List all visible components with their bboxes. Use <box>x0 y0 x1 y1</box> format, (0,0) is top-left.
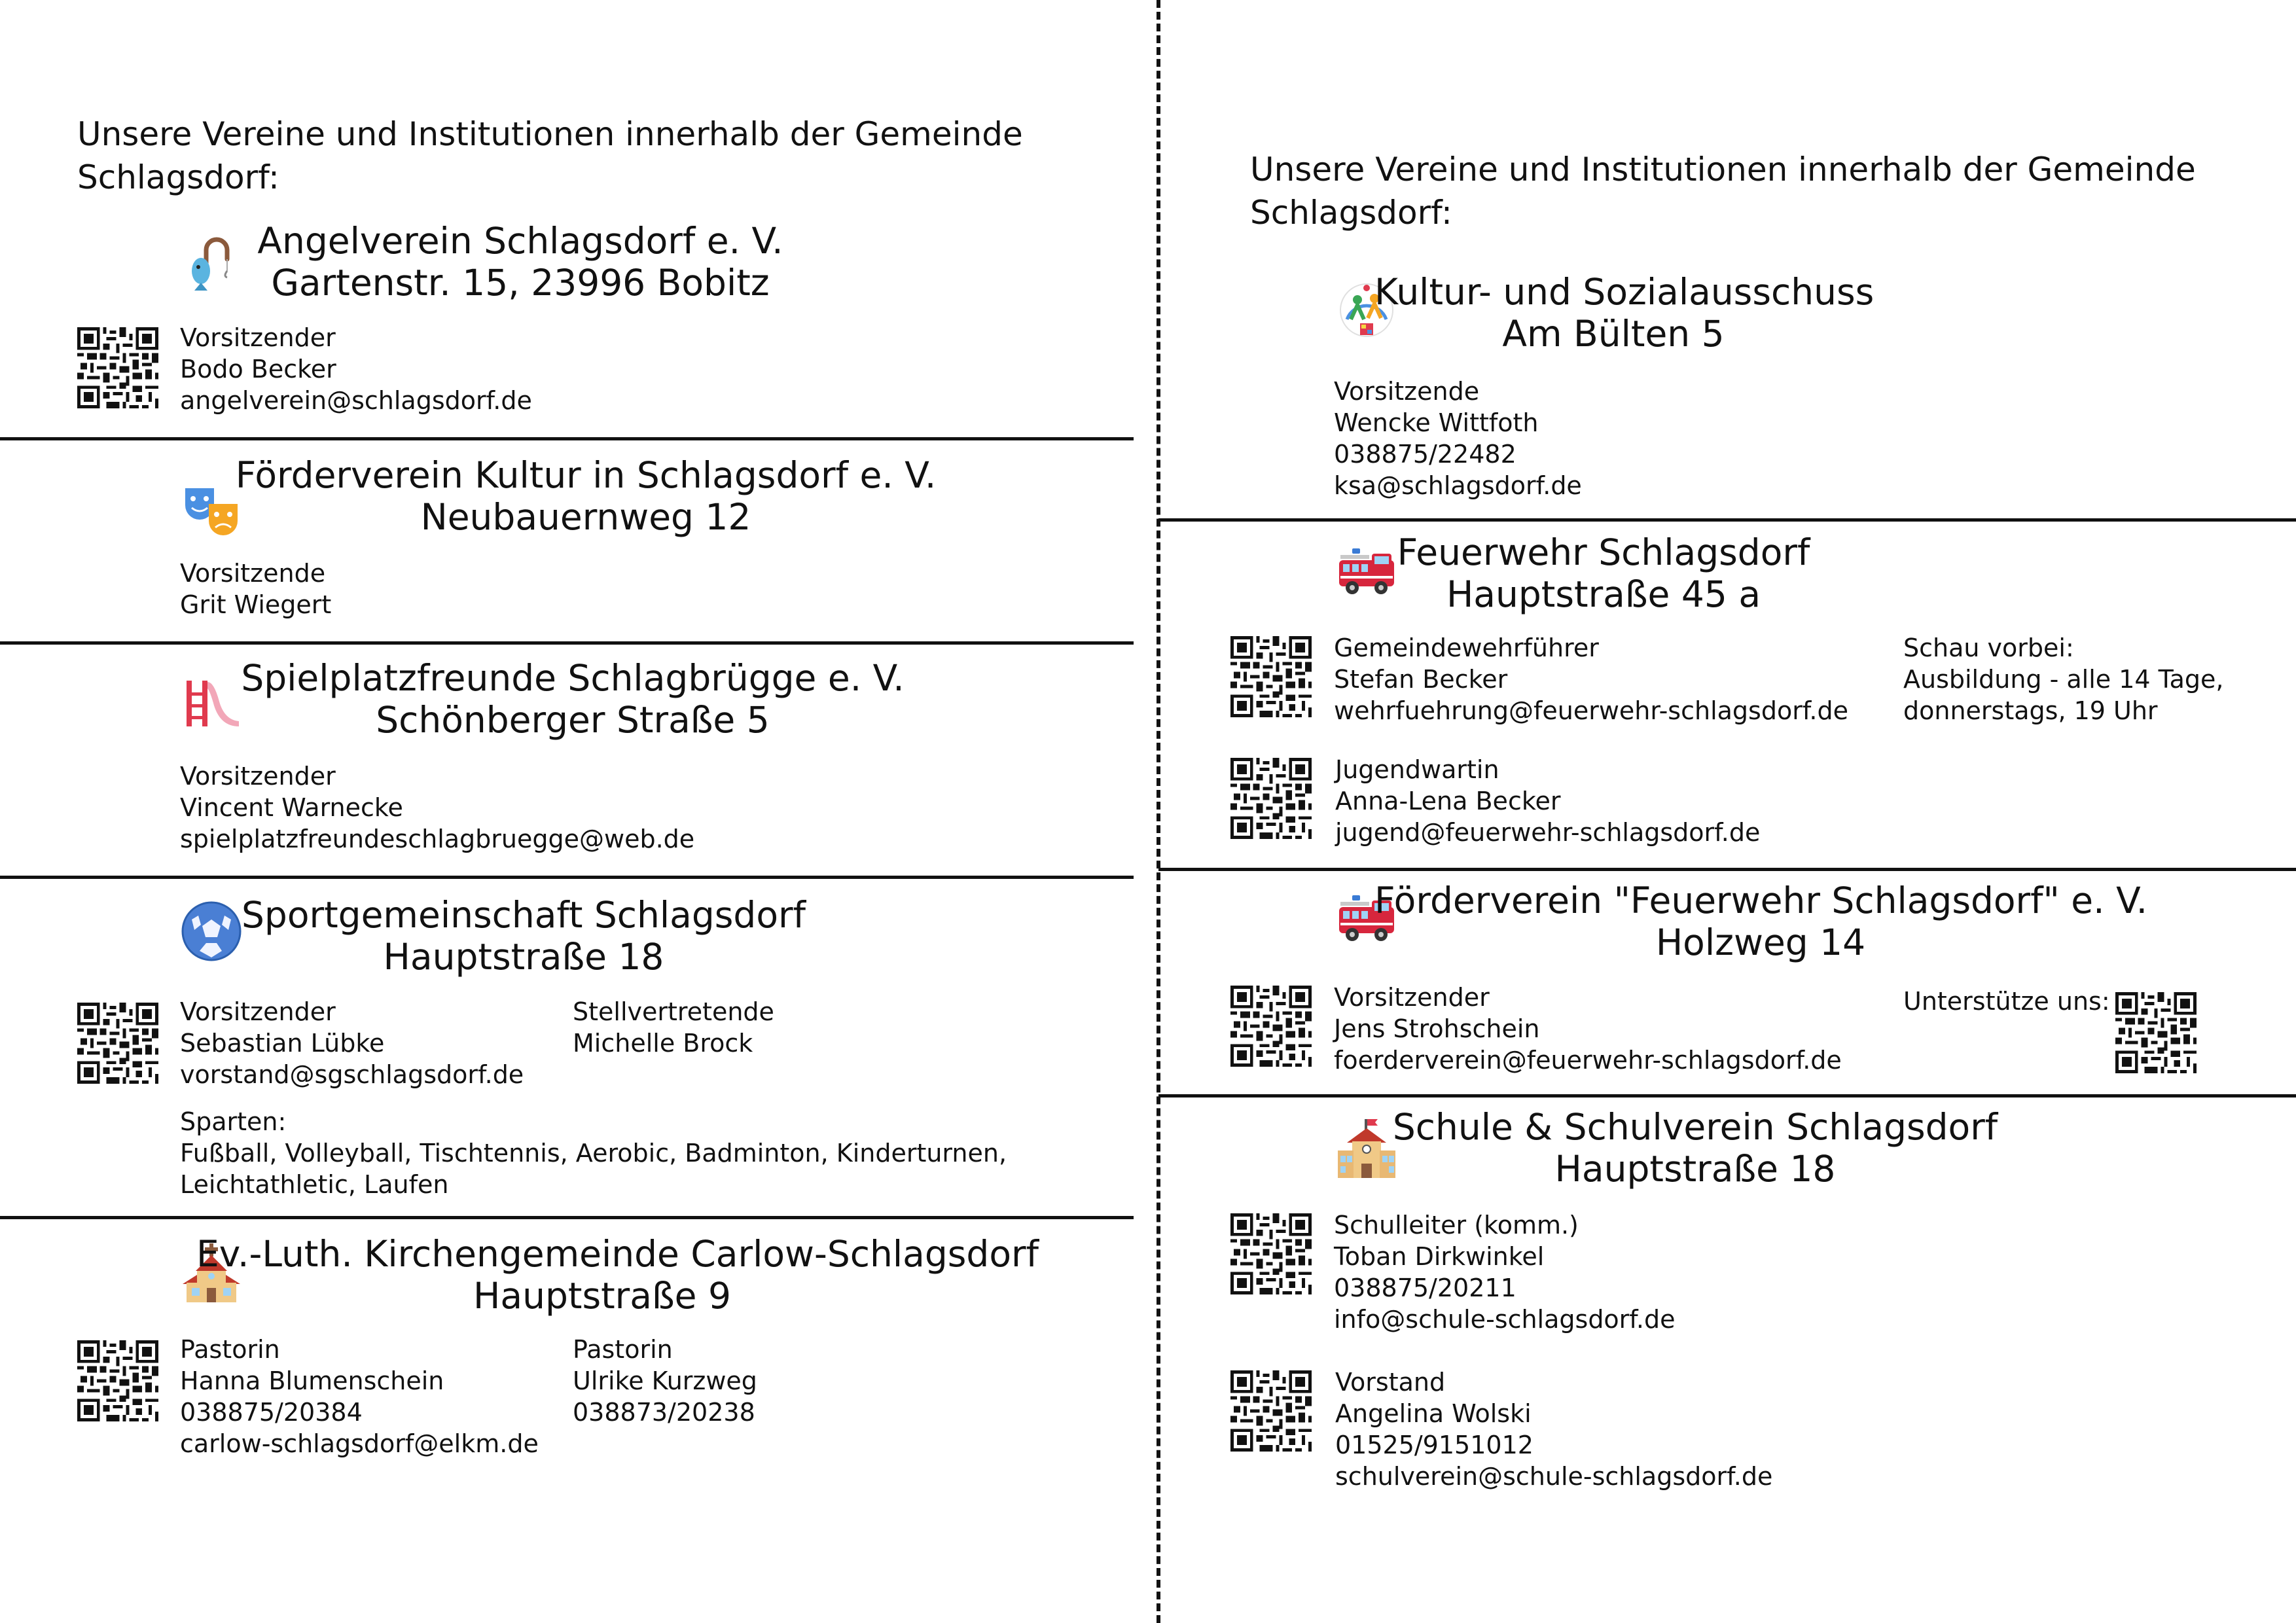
club-name-spielplatzfreunde: Spielplatzfreunde Schlagbrügge e. V. <box>241 657 905 699</box>
contact-email[interactable]: foerderverein@feuerwehr-schlagsdorf.de <box>1334 1046 1842 1075</box>
contact-role: Vorsitzende <box>180 559 326 588</box>
contact-phone: 038875/20211 <box>1334 1274 1516 1302</box>
qr-code-kirchengemeinde[interactable] <box>77 1340 158 1421</box>
note-line: donnerstags, 19 Uhr <box>1903 696 2158 725</box>
contact-feuerwehr <box>1334 632 1848 726</box>
club-name-angelverein: Angelverein Schlagsdorf e. V. <box>257 220 783 262</box>
contact-role: Vorstand <box>1335 1368 1446 1397</box>
club-name-foerderverein-kultur: Förderverein Kultur in Schlagsdorf e. V. <box>235 454 937 496</box>
note-line: Ausbildung - alle 14 Tage, <box>1903 665 2224 694</box>
club-name-schule: Schule & Schulverein Schlagsdorf <box>1392 1106 1998 1148</box>
left-heading: Unsere Vereine und Institutionen innerhalb der Gemeinde Schlagsdorf: <box>77 115 1023 196</box>
divider <box>1158 1094 2296 1097</box>
contact-role: Stellvertretende <box>573 997 774 1026</box>
contact-foerderverein-kultur <box>180 558 331 620</box>
contact-email[interactable]: vorstand@sgschlagsdorf.de <box>180 1060 524 1089</box>
divider <box>1158 868 2296 871</box>
qr-code-feuerwehr[interactable] <box>1230 636 1312 717</box>
contact-sportgemeinschaft-deputy <box>573 996 774 1059</box>
contact-email[interactable]: schulverein@schule-schlagsdorf.de <box>1335 1462 1773 1491</box>
contact-person: Vincent Warnecke <box>180 793 403 822</box>
contact-email[interactable]: spielplatzfreundeschlagbruegge@web.de <box>180 825 695 853</box>
contact-role: Vorsitzender <box>180 323 336 352</box>
sparten-section <box>180 1106 1007 1200</box>
club-address-schule: Hauptstraße 18 <box>1554 1148 1836 1190</box>
support-label: Unterstütze uns: <box>1903 987 2110 1016</box>
club-address-foerderverein-feuerwehr: Holzweg 14 <box>1655 921 1866 963</box>
contact-person: Angelina Wolski <box>1335 1399 1532 1428</box>
contact-role: Pastorin <box>573 1335 673 1364</box>
qr-code-schule[interactable] <box>1230 1213 1312 1294</box>
club-name-foerderverein-feuerwehr: Förderverein "Feuerwehr Schlagsdorf" e. V. <box>1374 880 2148 921</box>
contact-sportgemeinschaft <box>180 996 524 1090</box>
divider <box>1158 518 2296 522</box>
contact-foerderverein-feuerwehr <box>1334 982 1842 1076</box>
contact-angelverein <box>180 322 532 416</box>
qr-code-angelverein[interactable] <box>77 327 158 408</box>
contact-person: Toban Dirkwinkel <box>1334 1242 1545 1271</box>
contact-role: Pastorin <box>180 1335 280 1364</box>
contact-person: Anna-Lena Becker <box>1335 787 1561 815</box>
contact-email[interactable]: jugend@feuerwehr-schlagsdorf.de <box>1335 818 1761 847</box>
contact-role: Gemeindewehrführer <box>1334 633 1599 662</box>
contact-phone: 01525/9151012 <box>1335 1431 1534 1459</box>
contact-person: Grit Wiegert <box>180 590 332 619</box>
qr-code-foerderverein-feuerwehr[interactable] <box>1230 986 1312 1067</box>
contact-person: Stefan Becker <box>1334 665 1508 694</box>
club-address-foerderverein-kultur: Neubauernweg 12 <box>420 496 751 538</box>
contact-role: Vorsitzender <box>1334 983 1490 1012</box>
contact-person: Sebastian Lübke <box>180 1029 385 1058</box>
contact-person: Bodo Becker <box>180 355 336 383</box>
sparten-list-line: Fußball, Volleyball, Tischtennis, Aerobic, Badminton, Kinderturnen, <box>180 1139 1007 1168</box>
club-name-kirchengemeinde: Ev.-Luth. Kirchengemeinde Carlow-Schlagsdorf <box>196 1233 1039 1275</box>
divider <box>0 641 1134 645</box>
contact-person: Wencke Wittfoth <box>1334 408 1539 437</box>
contact-role: Jugendwartin <box>1335 755 1499 784</box>
note-label: Schau vorbei: <box>1903 633 2074 662</box>
sparten-list-line: Leichtathletic, Laufen <box>180 1170 449 1199</box>
contact-phone: 038873/20238 <box>573 1398 755 1427</box>
qr-code-feuerwehr-jugend[interactable] <box>1230 758 1312 839</box>
club-name-sportgemeinschaft: Sportgemeinschaft Schlagsdorf <box>242 894 806 936</box>
club-address-kirchengemeinde: Hauptstraße 9 <box>473 1275 731 1317</box>
contact-email[interactable]: info@schule-schlagsdorf.de <box>1334 1305 1676 1334</box>
qr-code-donation[interactable] <box>2115 992 2197 1073</box>
contact-email[interactable]: wehrfuehrung@feuerwehr-schlagsdorf.de <box>1334 696 1849 725</box>
contact-role: Schulleiter (komm.) <box>1334 1211 1579 1240</box>
contact-spielplatzfreunde <box>180 760 694 855</box>
contact-feuerwehr-jugend <box>1335 754 1760 848</box>
club-name-kultur-sozialausschuss: Kultur- und Sozialausschuss <box>1374 271 1874 313</box>
qr-code-sportgemeinschaft[interactable] <box>77 1003 158 1084</box>
club-address-sportgemeinschaft: Hauptstraße 18 <box>383 936 664 978</box>
contact-person: Hanna Blumenschein <box>180 1366 444 1395</box>
club-address-spielplatzfreunde: Schönberger Straße 5 <box>376 699 770 741</box>
divider <box>0 437 1134 440</box>
contact-person: Michelle Brock <box>573 1029 753 1058</box>
contact-role: Vorsitzende <box>1334 377 1480 406</box>
contact-schulverein <box>1335 1366 1772 1492</box>
contact-role: Vorsitzender <box>180 762 336 791</box>
fold-dashed-line <box>1157 0 1160 1623</box>
club-name-feuerwehr: Feuerwehr Schlagsdorf <box>1397 531 1810 573</box>
club-address-kultur-sozialausschuss: Am Bülten 5 <box>1502 313 1725 355</box>
contact-email[interactable]: carlow-schlagsdorf@elkm.de <box>180 1429 539 1458</box>
contact-kultur-sozialausschuss <box>1334 376 1582 501</box>
contact-kirchengemeinde-2 <box>573 1334 757 1428</box>
sparten-label: Sparten: <box>180 1107 287 1136</box>
contact-role: Vorsitzender <box>180 997 336 1026</box>
contact-kirchengemeinde-1 <box>180 1334 539 1459</box>
right-heading: Unsere Vereine und Institutionen innerhalb der Gemeinde Schlagsdorf: <box>1250 151 2196 232</box>
contact-phone: 038875/20384 <box>180 1398 363 1427</box>
contact-email[interactable]: angelverein@schlagsdorf.de <box>180 386 532 415</box>
club-address-angelverein: Gartenstr. 15, 23996 Bobitz <box>271 262 770 304</box>
divider <box>0 876 1134 879</box>
contact-person: Jens Strohschein <box>1334 1014 1540 1043</box>
contact-phone: 038875/22482 <box>1334 440 1516 469</box>
feuerwehr-training-note <box>1903 632 2223 726</box>
contact-email[interactable]: ksa@schlagsdorf.de <box>1334 471 1582 500</box>
contact-schule <box>1334 1209 1676 1335</box>
club-address-feuerwehr: Hauptstraße 45 a <box>1446 573 1761 615</box>
qr-code-schulverein[interactable] <box>1230 1370 1312 1452</box>
divider <box>0 1216 1134 1219</box>
contact-person: Ulrike Kurzweg <box>573 1366 757 1395</box>
